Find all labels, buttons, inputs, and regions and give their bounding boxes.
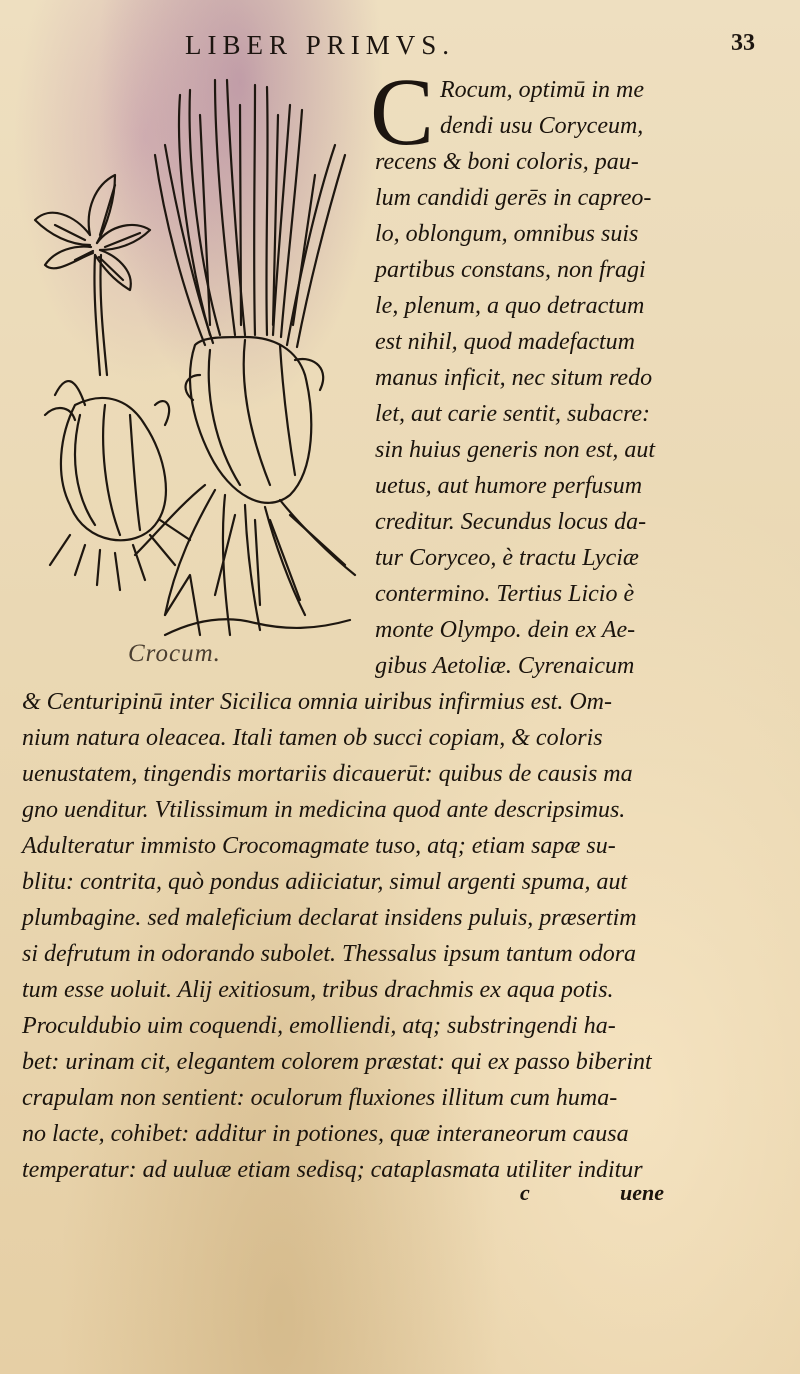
text-line: le, plenum, a quo detractum (375, 293, 645, 319)
text-line: sin huius generis non est, aut (375, 437, 655, 463)
text-line: blitu: contrita, quò pondus adiiciatur, simul argenti spuma, aut (22, 869, 628, 895)
text-line: Rocum, optimū in me (440, 77, 644, 103)
text-line: gno uenditur. Vtilissimum in medicina quod ante descripsimus. (22, 797, 626, 823)
left-flower (35, 175, 150, 375)
text-line: lum candidi gerēs in capreo- (375, 185, 652, 211)
text-line: lo, oblongum, omnibus suis (375, 221, 639, 247)
text-line: tur Coryceo, è tractu Lyciæ (375, 545, 639, 571)
text-line: let, aut carie sentit, subacre: (375, 401, 651, 427)
catchword: uene (620, 1180, 664, 1205)
text-line: bet: urinam cit, elegantem colorem præstat: qui ex passo biberint (22, 1049, 652, 1075)
text-line: & Centuripinū inter Sicilica omnia uiribus infirmius est. Om- (22, 689, 612, 715)
text-line: uetus, aut humore perfusum (375, 473, 643, 499)
text-line: crapulam non sentient: oculorum fluxiones illitum cum huma- (22, 1085, 618, 1111)
figure-caption: Crocum. (128, 640, 221, 667)
text-line: creditur. Secundus locus da- (375, 509, 647, 535)
central-bulb (135, 337, 355, 635)
text-line: plumbagine. sed maleficium declarat insidens puluis, præsertim (22, 905, 637, 931)
text-line: manus inficit, nec situm redo (375, 365, 653, 391)
text-line: est nihil, quod madefactum (375, 329, 635, 355)
crocus-woodcut-illustration (15, 75, 360, 645)
text-line: dendi usu Coryceum, (440, 113, 644, 139)
text-line: Adulteratur immisto Crocomagmate tuso, atq; etiam sapæ su- (22, 833, 616, 859)
running-header (175, 30, 775, 70)
left-bulb (45, 381, 190, 590)
text-line: uenustatem, tingendis mortariis dicauerūt: quibus de causis ma (22, 761, 633, 787)
text-line: recens & boni coloris, pau- (375, 149, 639, 175)
text-line: no lacte, cohibet: additur in potiones, quæ interaneorum causa (22, 1121, 629, 1147)
drop-capital: C (370, 58, 435, 165)
text-line: contermino. Tertius Licio è (375, 581, 635, 607)
text-line: tum esse uoluit. Alij exitiosum, tribus drachmis ex aqua potis. (22, 977, 614, 1003)
central-leaves (155, 80, 345, 347)
text-line: nium natura oleacea. Itali tamen ob succi copiam, & coloris (22, 725, 603, 751)
text-line: gibus Aetoliæ. Cyrenaicum (375, 653, 635, 679)
text-line: temperatur: ad uuluæ etiam sedisq; cataplasmata utiliter inditur (22, 1157, 643, 1183)
running-title: LIBER PRIMVS. (185, 30, 456, 60)
page-number: 33 (731, 30, 755, 56)
text-line: Proculdubio uim coquendi, emolliendi, atq; substringendi ha- (22, 1013, 616, 1039)
text-line: monte Olympo. dein ex Ae- (375, 617, 636, 643)
signature-mark: c (520, 1180, 530, 1205)
text-line: partibus constans, non fragi (375, 257, 646, 283)
text-line: si defrutum in odorando subolet. Thessalus ipsum tantum odora (22, 941, 637, 967)
